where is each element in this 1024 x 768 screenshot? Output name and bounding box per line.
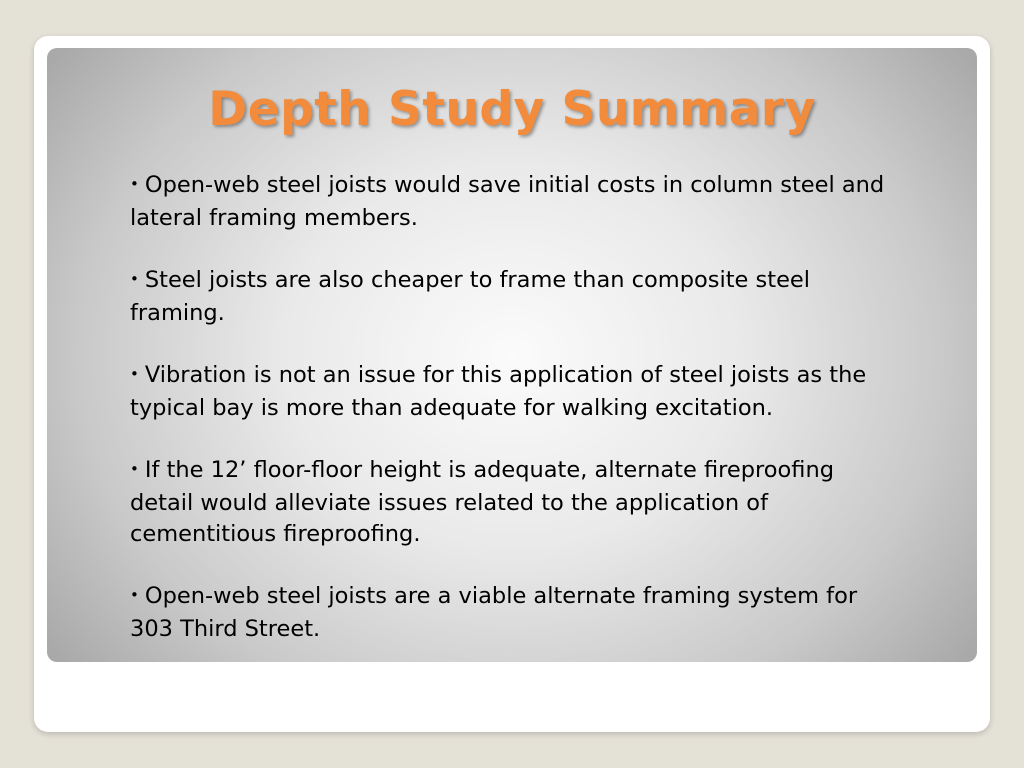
bullet-text: Open-web steel joists are a viable alternate framing system for 303 Third Street.	[130, 583, 858, 642]
bullet-dot-icon: •	[130, 460, 139, 478]
bullet-item	[130, 581, 900, 645]
bullet-item	[130, 455, 900, 550]
bullet-text: Steel joists are also cheaper to frame than composite steel framing.	[130, 267, 811, 326]
bullet-item	[130, 265, 900, 329]
bullet-dot-icon: •	[130, 270, 139, 288]
bullet-dot-icon: •	[130, 365, 139, 383]
bullet-item	[130, 360, 900, 424]
bullet-text: If the 12’ floor-floor height is adequate, alternate fireproofing detail would alleviate issues related to the application of cementitious fireproofing.	[130, 457, 835, 547]
bullet-list	[130, 170, 900, 645]
bullet-text: Open-web steel joists would save initial costs in column steel and lateral framing members.	[130, 172, 885, 231]
bullet-dot-icon: •	[130, 586, 139, 604]
bullet-item	[130, 170, 900, 234]
bullet-text: Vibration is not an issue for this application of steel joists as the typical bay is more than adequate for walking excitation.	[130, 362, 867, 421]
bullet-dot-icon: •	[130, 175, 139, 193]
slide-title: Depth Study Summary	[208, 82, 816, 137]
